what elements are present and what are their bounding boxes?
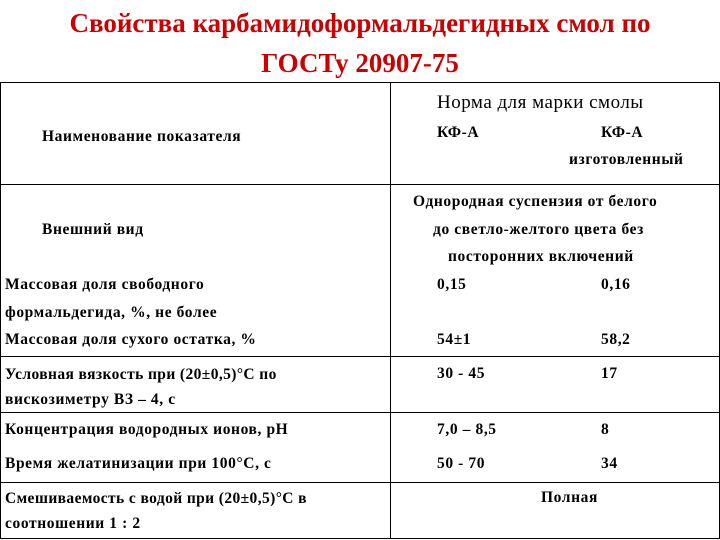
title-line-1: Свойства карбамидоформальдегидных смол по [69,8,651,38]
value-grade-a-manufactured: 58,2 [601,331,631,348]
header-norm: Норма для марки смолы [437,92,644,113]
header-grade-a-manufactured: КФ-А [601,124,644,141]
column-divider [390,82,391,539]
table-border-top [0,82,720,83]
value-grade-a-manufactured: 0,16 [601,276,631,293]
row-name-ph: Концентрация водородных ионов, рН [5,421,289,438]
row-name-gelation-time: Время желатинизации при 100°С, с [5,455,272,472]
value-grade-a-manufactured: 8 [601,421,610,438]
value-grade-a-manufactured: 34 [601,455,618,472]
row-name-miscibility-line-2: соотношении 1 : 2 [5,515,141,532]
row-divider [0,356,720,357]
miscibility-value: Полная [541,489,598,506]
value-grade-a: 0,15 [437,276,467,293]
row-name-dry-residue: Массовая доля сухого остатка, % [5,331,257,348]
row-name-free-formaldehyde-line-1: Массовая доля свободного [5,276,205,293]
value-grade-a: 50 - 70 [437,455,486,472]
row-name-viscosity-line-2: вискозиметру ВЗ – 4, с [5,391,176,408]
title-line-2: ГОСТу 20907-75 [261,48,459,78]
value-grade-a: 7,0 – 8,5 [437,421,497,438]
row-divider [0,412,720,413]
table-border-bottom [0,538,720,539]
header-grade-a-subtitle: изготовленный [569,151,684,168]
value-grade-a: 54±1 [437,331,472,348]
appearance-value-line-1: Однородная суспензия от белого [413,193,658,210]
row-name-viscosity-line-1: Условная вязкость при (20±0,5)°С по [5,366,277,383]
value-grade-a-manufactured: 17 [601,365,618,382]
row-name-appearance: Внешний вид [42,221,144,238]
value-grade-a: 30 - 45 [437,365,486,382]
row-divider [0,482,720,483]
appearance-value-line-2: до светло-желтого цвета без [433,221,644,238]
header-indicator: Наименование показателя [42,128,242,145]
row-divider [0,184,720,185]
header-grade-a: КФ-А [437,124,480,141]
appearance-value-line-3: посторонних включений [448,248,634,265]
table-border-left [0,82,1,539]
row-name-free-formaldehyde-line-2: формальдегида, %, не более [5,304,218,321]
row-name-miscibility-line-1: Смешиваемость с водой при (20±0,5)°С в [5,490,307,507]
